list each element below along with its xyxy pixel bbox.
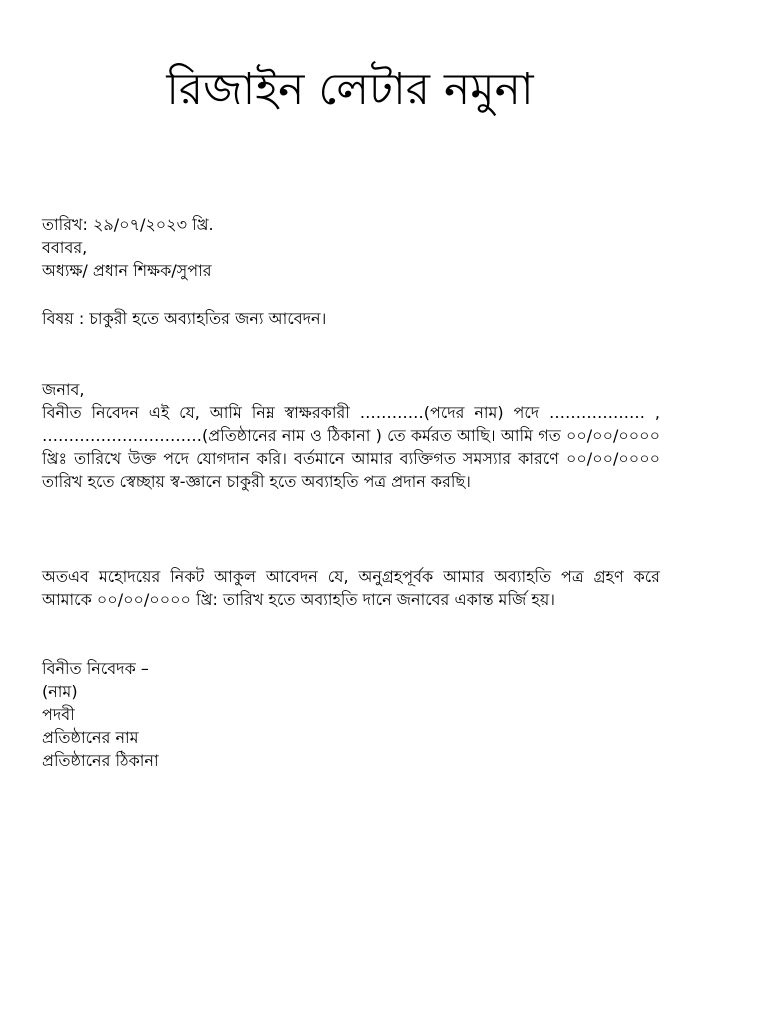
institution-address: প্রতিষ্ঠানের ঠিকানা (42, 751, 159, 770)
subject-line: বিষয় : চাকুরী হতে অব্যাহতির জন্য আবেদন। (42, 309, 327, 328)
letter-body (42, 378, 660, 493)
signer-name: (নাম) (42, 682, 78, 701)
institution-name: প্রতিষ্ঠানের নাম (42, 728, 139, 747)
letter-header (42, 213, 660, 282)
letter-closing (42, 657, 660, 772)
body-paragraph-1: বিনীত নিবেদন এই যে, আমি নিম্ন স্বাক্ষরকারী …………(পদের নাম) পদে ……………… , …………………………(প্রতিষ্ঠানের নাম ও ঠিকানা ) তে কর্মরত আছি। আমি গত ০০/০০/০০০০ খ্রিঃ তারিখে উক্ত পদে যোগদান করি। বর্তমানে আমার ব্যক্তিগত সমস্যার কারণে ০০/০০/০০০০ তারিখ হতে স্বেচ্ছায় স্ব-জ্ঞানে চাকুরী হতে অব্যাহতি পত্র প্রদান করছি। (42, 403, 660, 491)
body-paragraph-2: অতএব মহোদয়ের নিকট আকুল আবেদন যে, অনুগ্রহপূর্বক আমার অব্যাহতি পত্র গ্রহণ করে আমাকে ০০/০০/০০০০ খ্রি: তারিখ হতে অব্যাহতি দানে জনাবের একান্ত মর্জি হয়। (42, 567, 660, 609)
signer-designation: পদবী (42, 705, 75, 724)
addressee-to: ববাবর, (42, 238, 88, 257)
document-title: রিজাইন লেটার নমুনা (166, 64, 534, 115)
request-block (42, 565, 660, 611)
salutation: জনাব, (42, 380, 85, 399)
recipient-title: অধ্যক্ষ/ প্রধান শিক্ষক/সুপার (42, 261, 212, 280)
sign-off: বিনীত নিবেদক – (42, 659, 149, 678)
date-line: তারিখ: ২৯/০৭/২০২৩ খ্রি. (42, 215, 214, 234)
